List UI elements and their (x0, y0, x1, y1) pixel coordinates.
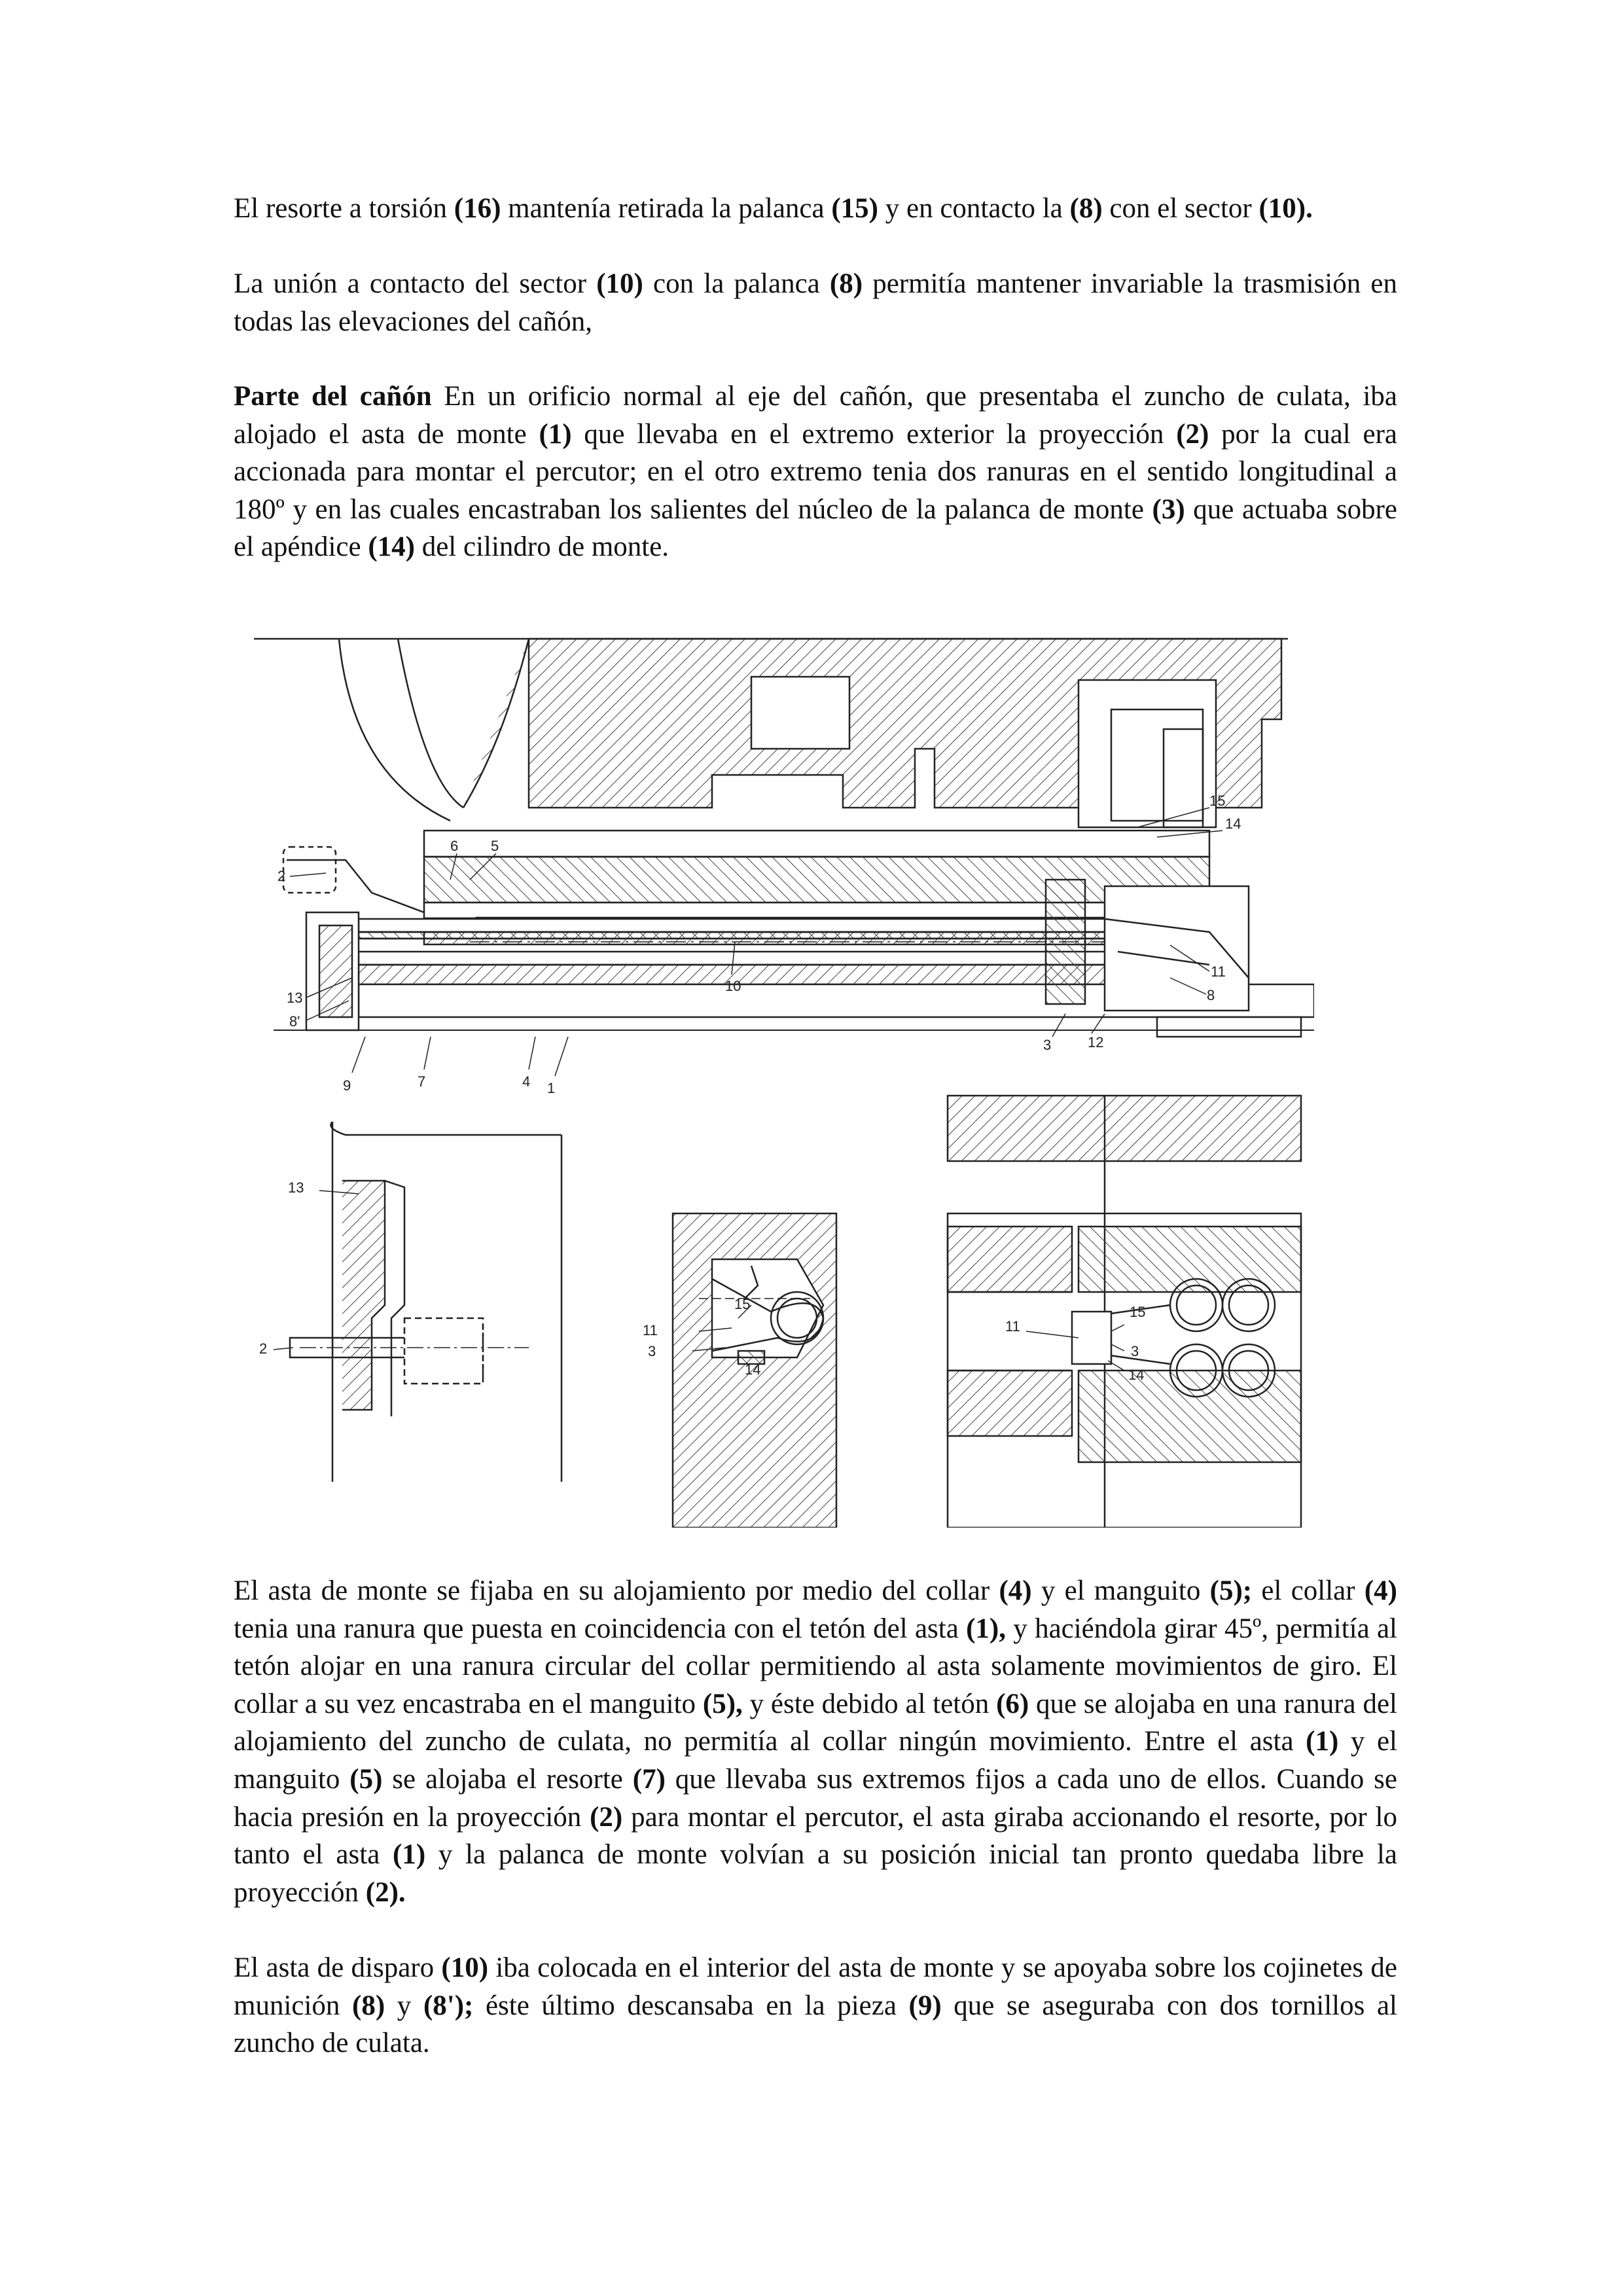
paragraph-asta-de-disparo: El asta de disparo (10) iba colocada en el interior del asta de monte y se apoyaba sobre los cojinetes de munición (8) y (8'); éste último descansaba en la pieza (9) que se aseguraba con dos tornillos al zuncho de culata. (234, 1952, 1397, 2059)
middle-label-15: 15 (734, 1296, 751, 1312)
technical-drawing-figure (254, 611, 1314, 1528)
label-8: 8 (1207, 987, 1215, 1003)
middle-label-14: 14 (745, 1361, 761, 1378)
label-10: 10 (725, 978, 741, 994)
label-8-prime: 8' (289, 1013, 300, 1030)
paragraph-parte-del-canon: Parte del cañón En un orificio normal al eje del cañón, que presentaba el zuncho de culata, iba alojado el asta de monte (1) que llevaba en el extremo exterior la proyección (2) por la cual era accionada para montar el percutor; en el otro extremo tenia dos ranuras en el sentido longitudinal a 180º y en las cuales encastraban los salientes del núcleo de la palanca de monte (3) que actuaba sobre el apéndice (14) del cilindro de monte. (234, 381, 1397, 563)
label-2: 2 (277, 868, 286, 884)
label-4: 4 (522, 1073, 531, 1090)
label-6: 6 (450, 838, 459, 854)
middle-label-3: 3 (648, 1343, 656, 1359)
label-15: 15 (1209, 793, 1226, 809)
left-detail-drawing (290, 1122, 562, 1482)
label-14: 14 (1225, 816, 1241, 832)
label-13: 13 (287, 990, 303, 1006)
main-section-drawing (254, 639, 1314, 1037)
label-11: 11 (1211, 963, 1226, 980)
right-label-11: 11 (1005, 1318, 1020, 1335)
right-detail-drawing (948, 1096, 1301, 1528)
label-9: 9 (343, 1077, 351, 1094)
left-label-2: 2 (259, 1340, 268, 1357)
middle-label-11: 11 (643, 1322, 658, 1338)
paragraph-union-sector: La unión a contacto del sector (10) con la palanca (8) permitía mantener invariable la trasmisión en todas las elevaciones del cañón, (234, 268, 1397, 337)
label-3: 3 (1043, 1037, 1052, 1053)
paragraph-resorte: El resorte a torsión (16) mantenía retirada la palanca (15) y en contacto la (8) con el sector (10). (234, 193, 1313, 224)
technical-drawing-svg (254, 611, 1314, 1528)
paragraph-asta-de-monte: El asta de monte se fijaba en su alojamiento por medio del collar (4) y el manguito (5); el collar (4) tenia una ranura que puesta en coincidencia con el tetón del asta (1), y haciéndola girar 45º, permitía al tetón alojar en una ranura circular del collar permitiendo al asta solamente movimientos de giro. El collar a su vez encastraba en el manguito (5), y éste debido al tetón (6) que se alojaba en una ranura del alojamiento del zuncho de culata, no permitía al collar ningún movimiento. Entre el asta (1) y el manguito (5) se alojaba el resorte (7) que llevaba sus extremos fijos a cada uno de ellos. Cuando se hacia presión en la proyección (2) para montar el percutor, el asta giraba accionando el resorte, por lo tanto el asta (1) y la palanca de monte volvían a su posición inicial tan pronto quedaba libre la proyección (2). (234, 1575, 1397, 1908)
right-label-3: 3 (1131, 1343, 1139, 1359)
label-1: 1 (547, 1080, 556, 1096)
label-7: 7 (418, 1073, 426, 1090)
right-label-14: 14 (1128, 1367, 1145, 1383)
right-label-15: 15 (1130, 1304, 1146, 1320)
label-12: 12 (1088, 1034, 1104, 1050)
left-label-13: 13 (288, 1179, 304, 1196)
label-5: 5 (491, 838, 499, 854)
